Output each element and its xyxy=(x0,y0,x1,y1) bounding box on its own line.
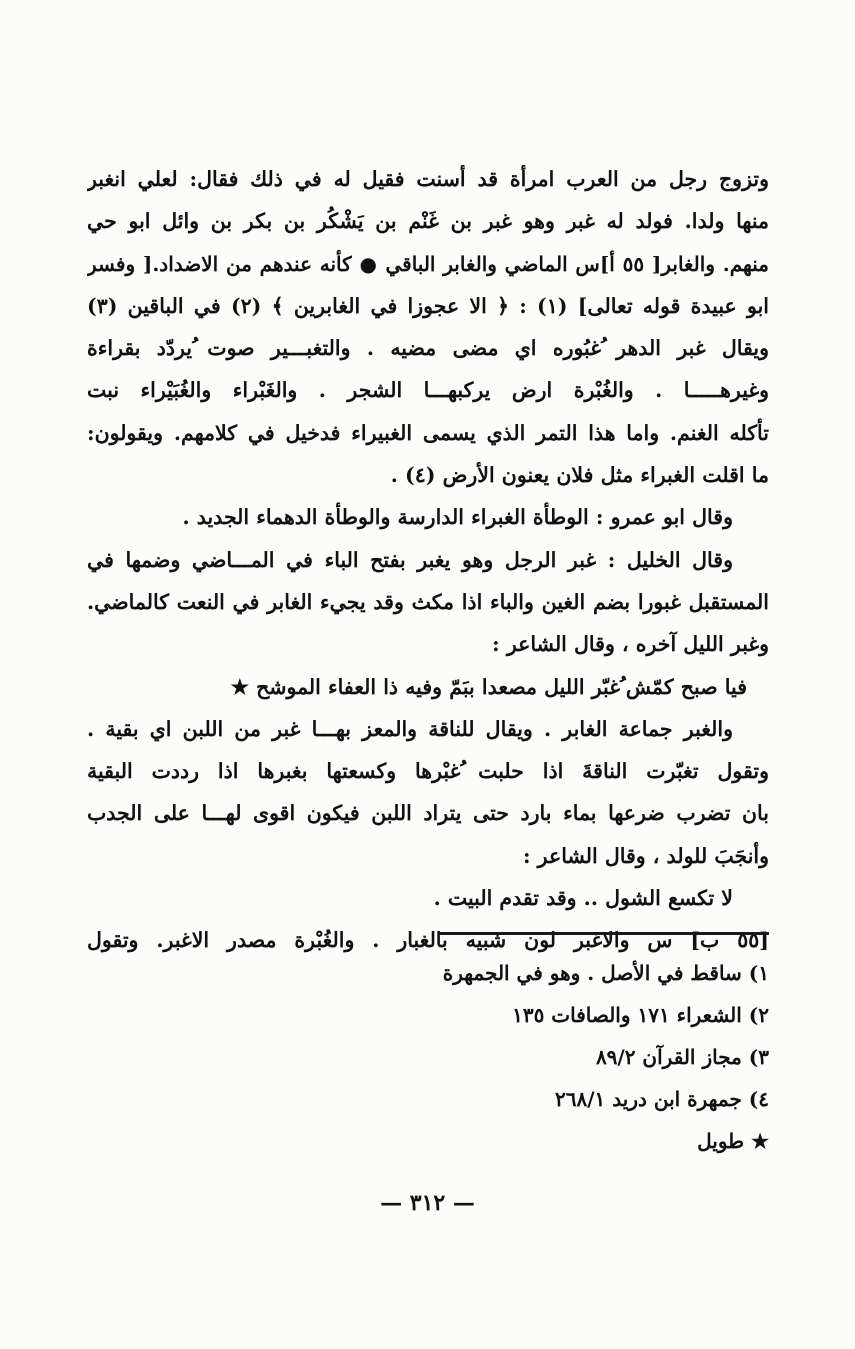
footnote: ★ طويل xyxy=(697,1129,769,1153)
text-line: [٥٥ ب] س والاغبر لون شبيه بالغبار . والغُبْرة مصدر الاغبر. وتقول xyxy=(87,928,769,953)
text-line: والغبر جماعة الغابر . ويقال للناقة والمعز بهـــا غبر من اللبن اي بقية . xyxy=(87,716,733,741)
verse-line: فيا صبح كمّش ُغبّر الليل مصعدا ببَمّ وفيه ذا العفاء الموشح ★ xyxy=(230,674,747,699)
footnotes xyxy=(349,952,769,1162)
text-line: منهم. والغابر[ ٥٥ أ]س الماضي والغابر الباقي ● كأنه عندهم من الاضداد.[ وفسر xyxy=(87,251,769,276)
text-line: وتزوج رجل من العرب امرأة قد أسنت فقيل له في ذلك فقال: لعلي انغبر xyxy=(87,167,769,191)
text-line: تأكله الغنم. واما هذا التمر الذي يسمى الغبيراء فدخيل في كلامهم. ويقولون: xyxy=(87,420,769,445)
text-line: وغيرهـــــا . والغُبْرة ارض يركبهـــا الشجر . والغَبْراء والغُبَيْراء نبت xyxy=(87,378,769,403)
text-line: وغبر الليل آخره ، وقال الشاعر : xyxy=(492,632,769,657)
footnote: ٣) مجاز القرآن ٨٩/٢ xyxy=(595,1045,769,1069)
main-text xyxy=(87,158,769,962)
text-line: وقال ابو عمرو : الوطأة الغبراء الدارسة والوطأة الدهماء الجديد . xyxy=(182,505,733,530)
footnote: ٢) الشعراء ١٧١ والصافات ١٣٥ xyxy=(512,1003,769,1027)
footnote-divider xyxy=(439,932,769,935)
text-line: وأنجَبَ للولد ، وقال الشاعر : xyxy=(522,843,769,868)
text-line: وقال الخليل : غبر الرجل وهو يغبر بفتح الباء في المـــاضي وضمها في xyxy=(87,547,733,572)
page-number: — ٣١٢ — xyxy=(380,1190,475,1216)
text-line: بان تضرب ضرعها بماء بارد حتى يتراد اللبن فيكون اقوى لهـــا على الجدب xyxy=(87,801,769,826)
text-line: ويقال غبر الدهر ُغبُوره اي مضى مضيه . والتغبـــير صوت ُيردّد بقراءة xyxy=(87,336,769,361)
footnote: ٤) جمهرة ابن دريد ٢٦٨/١ xyxy=(555,1087,769,1111)
footnote: ١) ساقط في الأصل . وهو في الجمهرة xyxy=(442,961,769,985)
text-line: المستقبل غبورا بضم الغين والباء اذا مكث وقد يجيء الغابر في النعت كالماضي. xyxy=(87,589,769,614)
text-line: ابو عبيدة قوله تعالى] (١) : ﴿ الا عجوزا في الغابرين ﴾ (٢) في الباقين (٣) xyxy=(87,293,769,318)
text-line: منها ولدا. فولد له غبر وهو غبر بن غَنْم بن يَشْكُر بن بكر بن وائل ابو حي xyxy=(87,209,769,234)
text-line: ما اقلت الغبراء مثل فلان يعنون الأرض (٤) . xyxy=(390,463,769,488)
verse-line: لا تكسع الشول .. وقد تقدم البيت . xyxy=(433,886,733,911)
text-line: وتقول تغبّرت الناقةَ اذا حلبت ُغبْرها وكسعتها بغبرها اذا رددت البقية xyxy=(87,759,769,784)
